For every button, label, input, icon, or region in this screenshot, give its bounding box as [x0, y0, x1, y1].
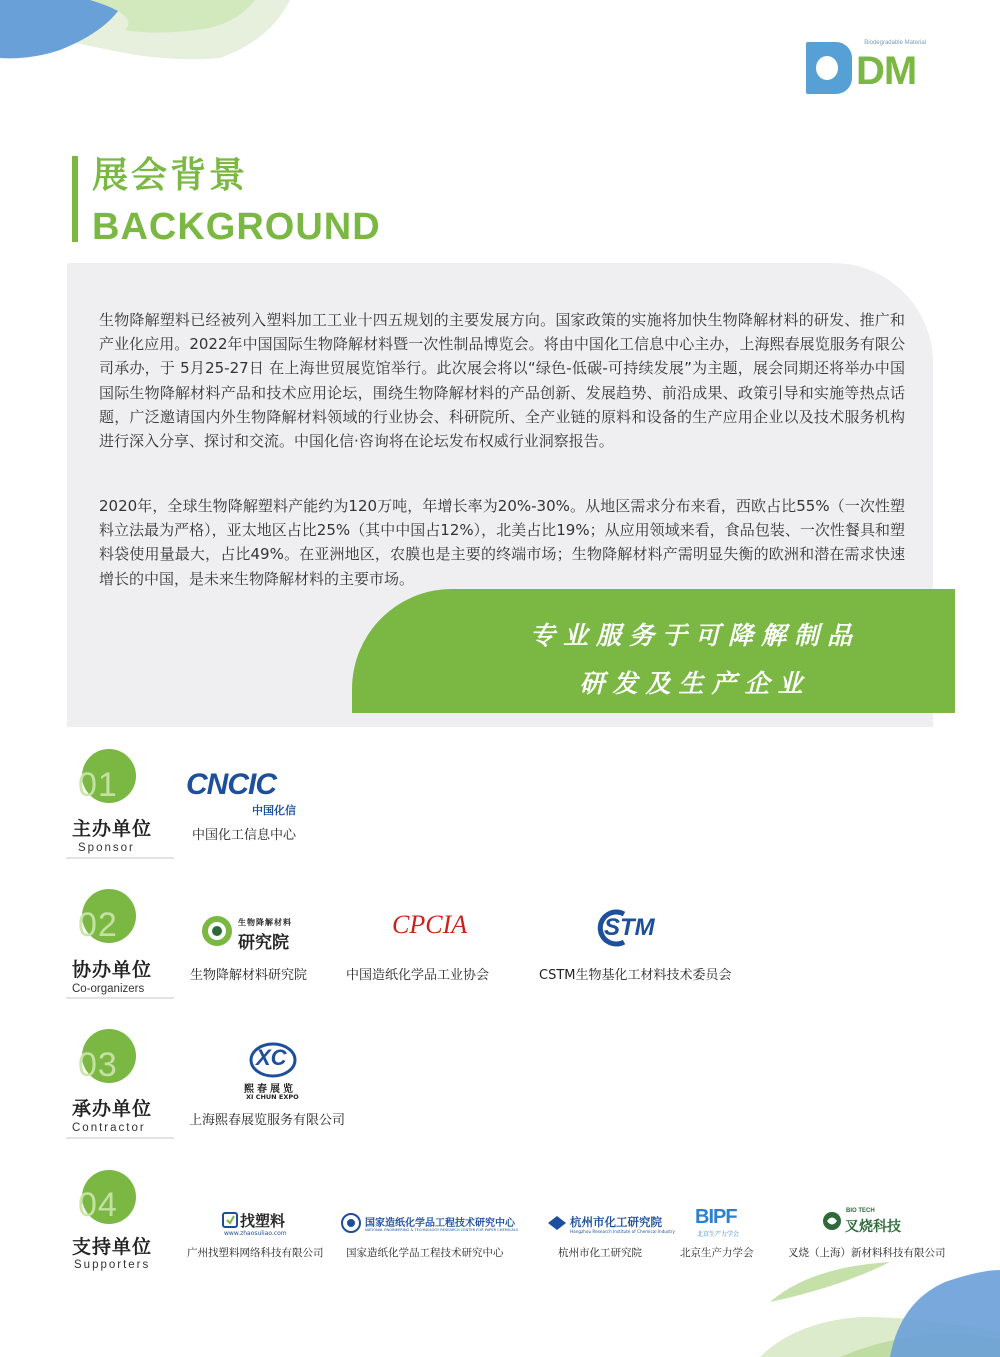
cncic-logo-text: CNCIC	[186, 768, 276, 801]
section-subtitle-contractor: Contractor	[72, 1122, 146, 1134]
bdm-logo	[806, 40, 930, 96]
xichun-logo-text: XC	[256, 1045, 287, 1070]
paper-chem-center-logo-text: 国家造纸化学品工程技术研究中心	[365, 1218, 515, 1229]
section-subtitle-co-organizers: Co-organizers	[72, 983, 145, 995]
logo-text: DM	[856, 49, 917, 93]
slogan-line-1: 专业服务于可降解制品	[529, 621, 860, 650]
org-name-hangzhou-chem: 杭州市化工研究院	[558, 1247, 642, 1259]
hangzhou-chem-logo-icon	[546, 1214, 568, 1232]
org-name-chashao: 叉烧（上海）新材料科技有限公司	[788, 1247, 946, 1259]
bipf-logo-text: BIPF	[695, 1206, 737, 1228]
page-title-en: BACKGROUND	[92, 206, 381, 248]
section-title-co-organizers: 协办单位	[72, 959, 153, 981]
chashao-logo-icon	[822, 1211, 842, 1231]
logo-b-mark	[806, 42, 852, 94]
page-title-cn: 展会背景	[92, 155, 249, 196]
org-name-cncic: 中国化工信息中心	[192, 828, 297, 843]
section-number-03: 03	[78, 1046, 118, 1084]
section-number-02: 02	[78, 906, 118, 944]
background-paragraph-1: 生物降解塑料已经被列入塑料加工工业十四五规划的主要发展方向。国家政策的实施将加快生物降解材料的研发、推广和产业化应用。2022年中国国际生物降解材料暨一次性制品博览会。将由中国化工信息中心主办，上海熙春展览服务有限公司承办，于 5月25-27日 在上海世贸展览馆举行。此次展会将以“绿色-低碳-可持续发展”为主题，展会同期还将举办中国国际生物降解材料产品和技术应用论坛，围绕生物降解材料的产品创新、发展趋势、前沿成果、政策引导和实施等热点话题，广泛邀请国内外生物降解材料领域的行业协会、科研院所、全产业链的原料和设备的生产应用企业以及技术服务机构进行深入分享、探讨和交流。中国化信·咨询将在论坛发布权威行业洞察报告。	[99, 311, 905, 451]
section-divider	[66, 857, 174, 859]
research-institute-logo-text: 研究院	[238, 933, 289, 953]
org-name-cpcia: 中国造纸化学品工业协会	[346, 968, 490, 983]
org-name-zhaosuliao: 广州找塑料网络科技有限公司	[187, 1247, 324, 1259]
org-name-paper-chem-center: 国家造纸化学品工程技术研究中心	[346, 1247, 504, 1259]
paper-chem-center-logo-en: NATIONAL ENGINEERING & TECHNOLOGY RESEARCH CENTER FOR PAPER CHEMICALS	[365, 1228, 519, 1232]
section-title-sponsor: 主办单位	[72, 818, 153, 840]
hangzhou-chem-logo-en: Hangzhou Research Institute of Chemical Industry	[570, 1229, 676, 1234]
hangzhou-chem-logo-text: 杭州市化工研究院	[570, 1215, 662, 1229]
section-divider	[66, 1137, 174, 1139]
org-name-bipf: 北京生产力学会	[680, 1247, 754, 1259]
cpcia-logo-text: CPCIA	[392, 910, 468, 939]
top-left-decoration	[0, 0, 290, 62]
xichun-logo-en: XI CHUN EXPO	[246, 1093, 299, 1101]
logo-tagline: Biodegradable Material	[864, 40, 926, 46]
research-institute-logo-icon	[200, 914, 234, 948]
org-name-research-institute: 生物降解材料研究院	[190, 968, 308, 983]
section-title-contractor: 承办单位	[72, 1098, 153, 1120]
zhaosuliao-logo-text: 找塑料	[240, 1212, 286, 1230]
title-accent-bar	[72, 156, 78, 242]
xichun-logo-cn: 熙春展览	[244, 1084, 296, 1095]
chashao-logo-small: BIO TECH	[846, 1208, 875, 1214]
zhaosuliao-logo-icon	[222, 1212, 238, 1228]
section-number-01: 01	[78, 766, 118, 804]
bipf-logo-sub: 北京生产力学会	[697, 1231, 740, 1238]
research-institute-logo-small: 生物降解材料	[238, 918, 292, 927]
stm-logo-text: STM	[604, 914, 655, 941]
background-paragraph-2: 2020年，全球生物降解塑料产能约为120万吨，年增长率为20%-30%。从地区需求分布来看，西欧占比55%（一次性塑料立法最为严格），亚太地区占比25%（其中中国占12%），北美占比19%；从应用领域来看，食品包装、一次性餐具和塑料袋使用量最大，占比49%。在亚洲地区，农膜也是主要的终端市场；生物降解材料产需明显失衡的欧洲和潜在需求快速增长的中国，是未来生物降解材料的主要市场。	[99, 497, 905, 588]
bottom-right-decoration	[700, 1262, 1000, 1357]
chashao-logo-text: 叉烧科技	[845, 1219, 901, 1235]
section-title-supporters: 支持单位	[72, 1236, 153, 1258]
paper-chem-center-logo-icon	[340, 1212, 362, 1234]
org-name-xichun: 上海熙春展览服务有限公司	[189, 1113, 346, 1128]
org-name-cstm: CSTM生物基化工材料技术委员会	[539, 968, 732, 983]
section-number-04: 04	[78, 1186, 118, 1224]
zhaosuliao-logo-url: www.zhaosuliao.com	[224, 1230, 287, 1237]
section-subtitle-sponsor: Sponsor	[78, 842, 135, 854]
cncic-logo-subtext: 中国化信	[252, 804, 296, 817]
section-subtitle-supporters: Supporters	[74, 1259, 151, 1271]
slogan-line-2: 研发及生产企业	[579, 669, 811, 698]
section-divider	[66, 997, 174, 999]
